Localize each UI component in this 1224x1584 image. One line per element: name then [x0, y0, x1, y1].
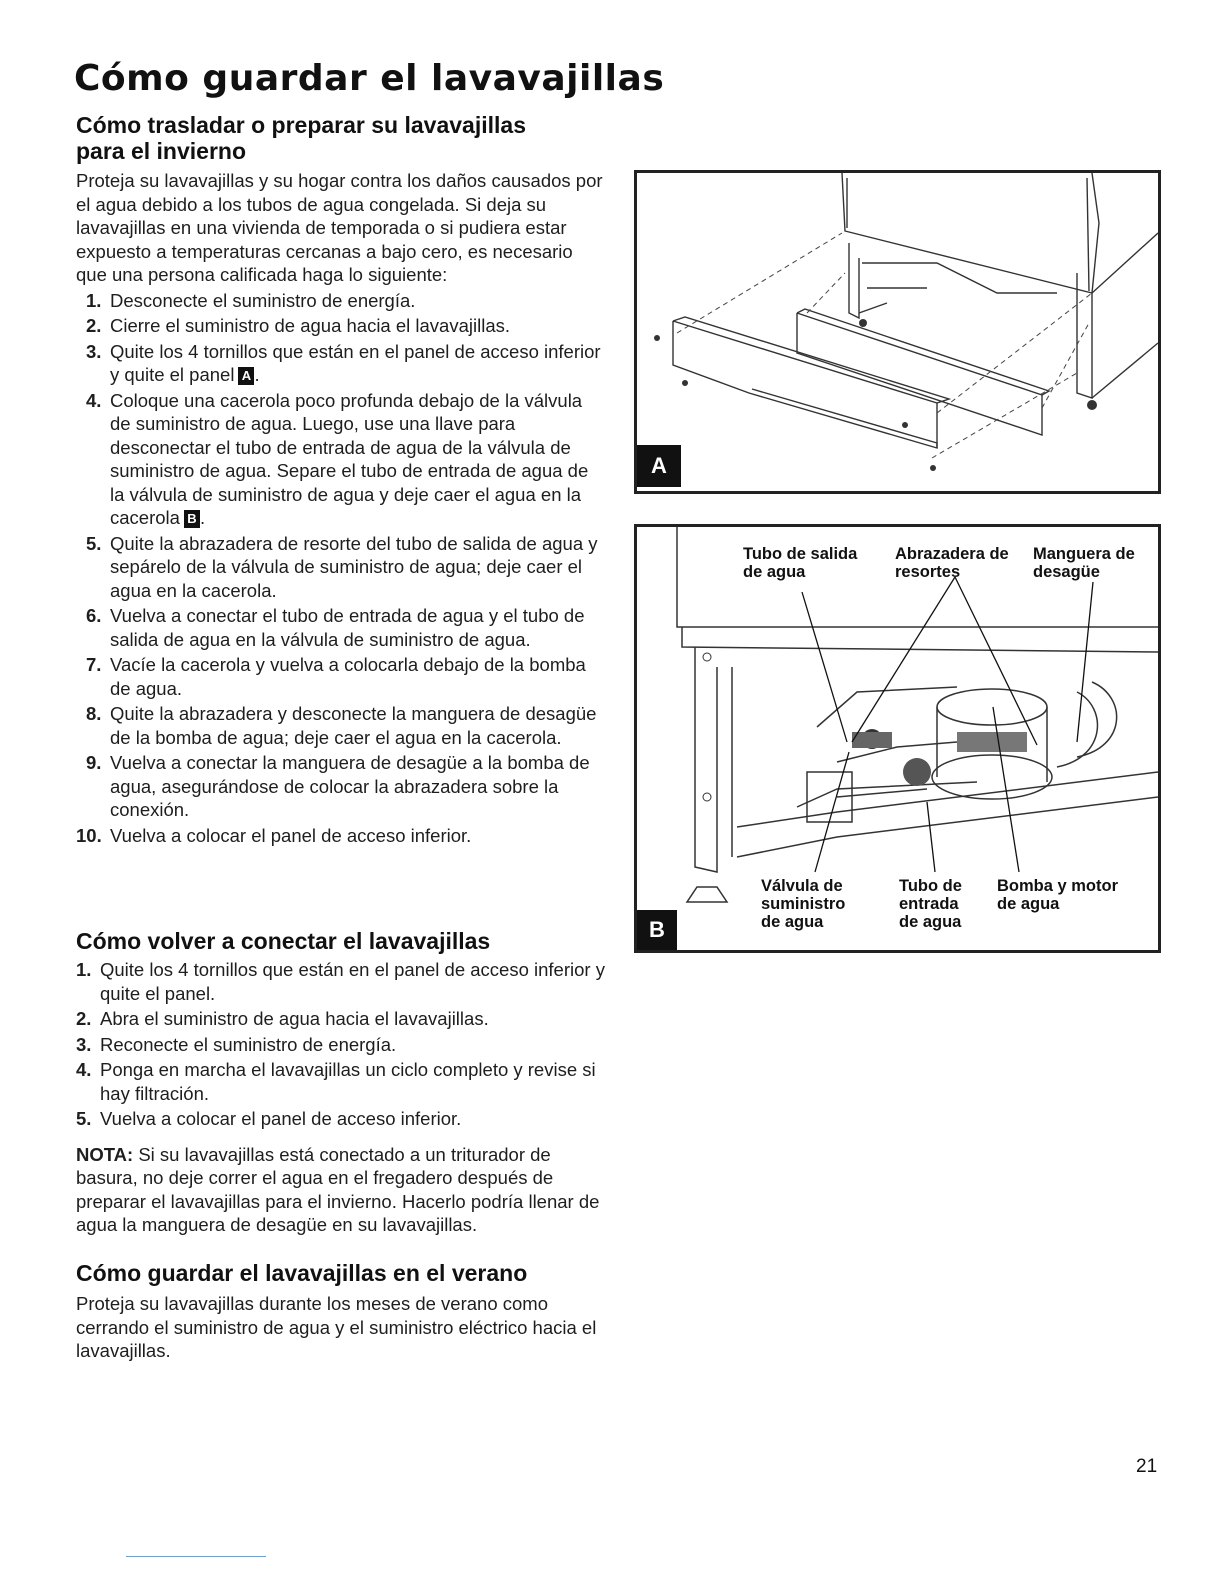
step-text: Abra el suministro de agua hacia el lavavajillas.: [100, 1008, 489, 1029]
note-paragraph: [76, 1143, 606, 1237]
step-item: [76, 958, 606, 1005]
section-heading-summer: Cómo guardar el lavavajillas en el verano: [76, 1260, 528, 1286]
figure-b: [634, 524, 1161, 953]
page-number: 21: [1136, 1456, 1158, 1477]
step-item: [76, 1058, 606, 1105]
step-text: Coloque una cacerola poco profunda debajo de la válvula de suministro de agua. Luego, use una llave para desconectar el tubo de entrada de agua de la válvula de suministro de agua. Separe el tubo de entrada de agua de la válvula de suministro de agua y deje caer el agua en la cacerola: [110, 389, 589, 528]
step-number: 7.: [86, 654, 102, 675]
step-text: Quite la abrazadera y desconecte la manguera de desagüe de la bomba de agua; deje caer el agua en la cacerola.: [110, 703, 597, 748]
step-item: [76, 1107, 606, 1131]
note-text: Si su lavavajillas está conectado a un triturador de basura, no deje correr el agua en el fregadero después de preparar el lavavajillas para el invierno. Hacerlo podría llenar de agua la manguera de desagüe en su lavavajillas.: [76, 1143, 600, 1235]
section-reconnect: [76, 928, 606, 1237]
step-number: 2.: [86, 315, 102, 336]
step-text: Quite los 4 tornillos que están en el panel de acceso inferior y quite el panel: [110, 340, 601, 385]
step-number: 4.: [86, 389, 102, 411]
step-item: [76, 702, 606, 749]
label-spring-clamps: Abrazadera de resortes: [895, 545, 1009, 581]
step-text: Vuelva a conectar el tubo de entrada de agua y el tubo de salida de agua en la válvula de suministro de agua.: [110, 605, 585, 650]
note-label: NOTA:: [76, 1143, 134, 1165]
step-number: 1.: [76, 959, 92, 980]
label-outlet-tube: Tubo de salida de agua: [743, 545, 858, 581]
step-number: 4.: [76, 1059, 92, 1080]
figure-ref-badge: A: [238, 367, 254, 385]
step-item: [76, 751, 606, 822]
step-number: 5.: [76, 1108, 92, 1129]
section-heading-reconnect: Cómo volver a conectar el lavavajillas: [76, 928, 491, 954]
step-number: 8.: [86, 703, 102, 724]
label-pump-motor: Bomba y motor de agua: [997, 877, 1119, 913]
step-text-end: .: [199, 507, 206, 528]
figure-ref-badge: B: [184, 510, 200, 528]
intro-paragraph: Proteja su lavavajillas y su hogar contra los daños causados por el agua debido a los tubos de agua congelada. Si deja su lavavajillas en una vivienda de temporada o si pudiera estar expuesto a temperaturas cercanas a bajo cero, es necesario que una persona calificada haga lo siguiente:: [76, 170, 603, 285]
label-inlet-tube: Tubo de entrada de agua: [899, 877, 962, 931]
step-number: 3.: [76, 1033, 92, 1055]
figure-a-tag: A: [637, 445, 681, 487]
step-number: 1.: [86, 289, 102, 311]
step-item: [76, 653, 606, 700]
step-text: Ponga en marcha el lavavajillas un ciclo completo y revise si hay filtración.: [100, 1059, 596, 1104]
step-item: [76, 1033, 606, 1057]
step-number: 2.: [76, 1008, 92, 1029]
step-item: [76, 340, 606, 387]
step-text: Vuelva a colocar el panel de acceso inferior.: [110, 824, 472, 846]
section-heading-winterize: Cómo trasladar o preparar su lavavajillas para el invierno: [76, 112, 526, 164]
winterize-steps: [76, 289, 606, 848]
reconnect-steps: [76, 958, 606, 1131]
step-item: [76, 289, 606, 313]
step-text: Vacíe la cacerola y vuelva a colocarla debajo de la bomba de agua.: [110, 654, 586, 699]
step-number: 10.: [76, 824, 102, 846]
label-drain-hose: Manguera de desagüe: [1033, 545, 1135, 581]
step-text: Vuelva a conectar la manguera de desagüe a la bomba de agua, asegurándose de colocar la abrazadera sobre la conexión.: [110, 752, 590, 820]
step-number: 9.: [86, 752, 102, 773]
step-text: Quite los 4 tornillos que están en el panel de acceso inferior y quite el panel.: [100, 959, 605, 1004]
step-item: [76, 314, 606, 338]
section-summer: [76, 1260, 606, 1363]
figure-a: [634, 170, 1161, 494]
step-text: Cierre el suministro de agua hacia el lavavajillas.: [110, 315, 510, 336]
step-text: Desconecte el suministro de energía.: [110, 289, 416, 311]
step-text: Vuelva a colocar el panel de acceso inferior.: [100, 1108, 462, 1129]
figure-a-illustration: [637, 173, 1158, 491]
footer-rule: [126, 1556, 266, 1557]
page-title: Cómo guardar el lavavajillas: [74, 58, 665, 99]
step-item: [76, 1007, 606, 1031]
step-text: Quite la abrazadera de resorte del tubo de salida de agua y sepárelo de la válvula de suministro de agua; deje caer el agua en la cacerola.: [110, 532, 598, 601]
step-item: [76, 389, 606, 530]
step-text: Reconecte el suministro de energía.: [100, 1033, 397, 1055]
figure-b-tag: B: [637, 910, 677, 950]
step-number: 3.: [86, 340, 102, 362]
step-item: [76, 532, 606, 603]
step-text-end: .: [254, 364, 260, 385]
summer-paragraph: Proteja su lavavajillas durante los meses de verano como cerrando el suministro de agua y el suministro eléctrico hacia el lavavajillas.: [76, 1293, 597, 1361]
step-number: 6.: [86, 605, 102, 626]
label-supply-valve: Válvula de suministro de agua: [761, 877, 846, 931]
section-winterize: [76, 112, 606, 847]
step-item: [76, 824, 606, 848]
step-item: [76, 604, 606, 651]
step-number: 5.: [86, 532, 102, 554]
